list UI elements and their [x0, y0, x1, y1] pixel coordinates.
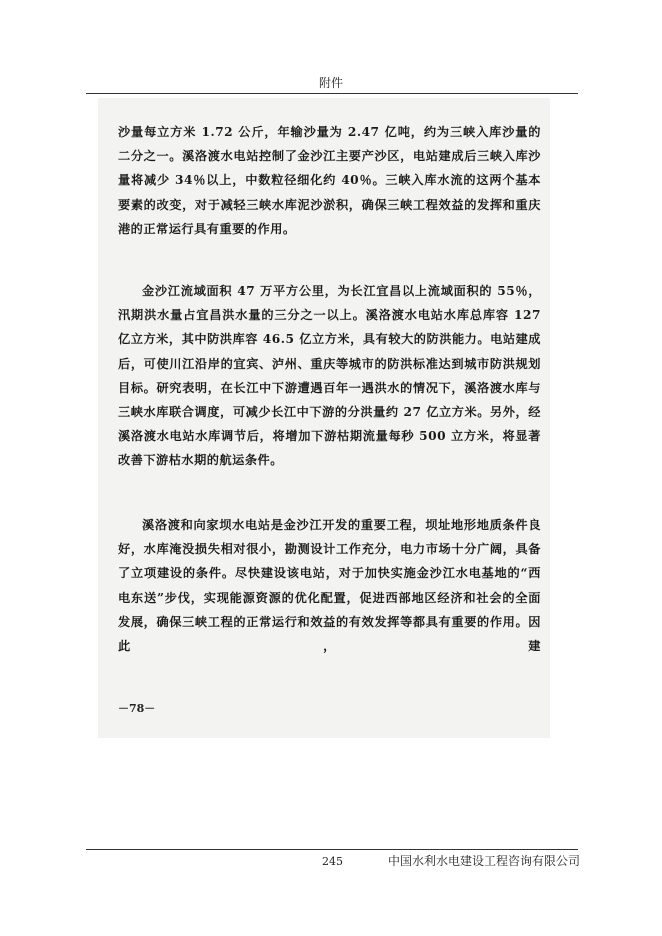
header-rule	[86, 93, 578, 94]
company-name: 中国水利水电建设工程咨询有限公司	[388, 854, 581, 868]
page-number: 245	[322, 855, 343, 868]
paragraph-sediment: 沙量每立方米 1.72 公斤，年输沙量为 2.47 亿吨，约为三峡入库沙量的二分之一。溪洛渡水电站控制了金沙江主要产沙区，电站建成后三峡入库沙量将减少 34％以上，中数粒径细化约 40％。三峡入库水流的这两个基本要素的改变，对于减轻三峡水库泥沙淤积，确保三峡工程效益的发挥和重庆港的正常运行具有重要的作用。	[118, 125, 541, 236]
footer-rule	[86, 849, 578, 850]
paragraph-conclusion: 溪洛渡和向家坝水电站是金沙江开发的重要工程，坝址地形地质条件良好，水库淹没损失相对很小，勘测设计工作充分，电力市场十分广阔，具备了立项建设的条件。尽快建设该电站，对于加快实施金沙江水电基地的“西电东送”步伐，实现能源资源的优化配置，促进西部地区经济和社会的全面发展，确保三峡工程的正常运行和效益的有效发挥等都具有重要的作用。因此，建	[118, 518, 541, 654]
scan-page-number: －78－	[118, 702, 156, 715]
paragraph-flood-control: 金沙江流域面积 47 万平方公里，为长江宜昌以上流域面积的 55％，汛期洪水量占宜昌洪水量的三分之一以上。溪洛渡水电站水库总库容 127 亿立方米，其中防洪库容 46.5 亿立方米，具有较大的防洪能力。电站建成后，可使川江沿岸的宜宾、泸州、重庆等城市的防洪标准达到城市防洪规划目标。研究表明，在长江中下游遭遇百年一遇洪水的情况下，溪洛渡水库与三峡水库联合调度，可减少长江中下游的分洪量约 27 亿立方米。另外，经溪洛渡水电站水库调节后，将增加下游枯期流量每秒 500 立方米，将显著改善下游枯水期的航运条件。	[118, 284, 541, 468]
header-title: 附件	[318, 76, 343, 90]
